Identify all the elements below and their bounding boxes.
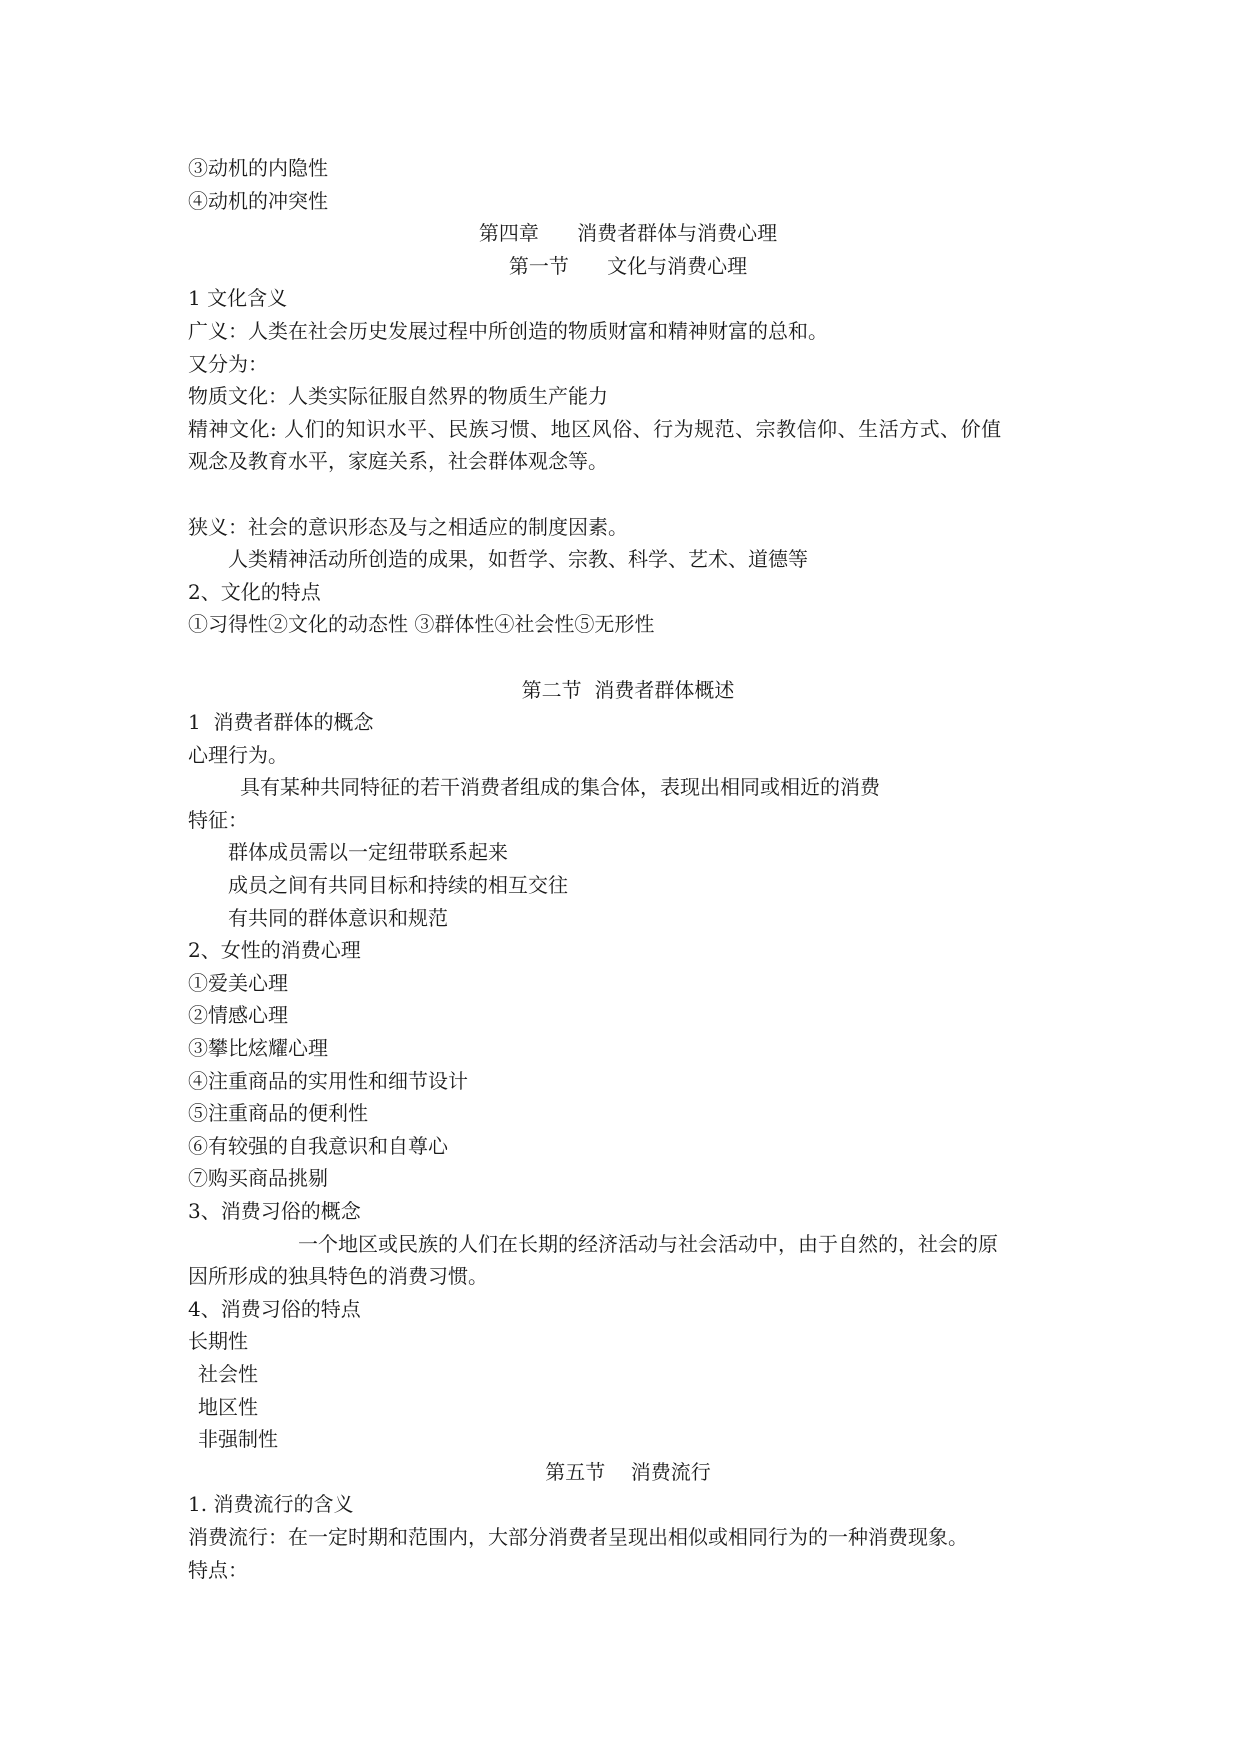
label: 特征： (188, 807, 248, 832)
blank-line (188, 478, 1068, 511)
paragraph: 具有某种共同特征的若干消费者组成的集合体，表现出相同或相近的消费 (240, 775, 880, 800)
paragraph: 精神文化: 人们的知识水平、民族习惯、地区风俗、行为规范、宗教信仰、生活方式、价值 (188, 416, 1002, 441)
paragraph: 广义：人类在社会历史发展过程中所创造的物质财富和精神财富的总和。 (188, 318, 828, 343)
list-item: ②情感心理 (188, 1003, 288, 1028)
paragraph: 心理行为。 (188, 742, 288, 767)
paragraph: 因所形成的独具特色的消费习惯。 (188, 1264, 488, 1289)
list-item: ⑤注重商品的便利性 (188, 1101, 368, 1126)
text-line: ③动机的内隐性 (188, 156, 328, 180)
subheading: 1. 消费流行的含义 (188, 1492, 354, 1517)
label: 特点： (188, 1557, 248, 1582)
chapter-title: 第四章 消费者群体与消费心理 (478, 221, 778, 246)
list-item: ①爱美心理 (188, 970, 288, 995)
list-item: 社会性 (198, 1361, 258, 1386)
list-item: 群体成员需以一定纽带联系起来 (228, 840, 508, 865)
paragraph: 狭义：社会的意识形态及与之相适应的制度因素。 (188, 514, 628, 539)
list-item: ⑥有较强的自我意识和自尊心 (188, 1133, 448, 1158)
subheading: 2、文化的特点 (188, 579, 321, 604)
subheading: 1 消费者群体的概念 (188, 710, 374, 735)
list-item: 长期性 (188, 1329, 248, 1354)
section-title: 第五节 消费流行 (545, 1459, 711, 1484)
list-item: 非强制性 (198, 1427, 278, 1452)
text-line: ④动机的冲突性 (188, 188, 328, 213)
paragraph: 消费流行：在一定时期和范围内，大部分消费者呈现出相似或相同行为的一种消费现象。 (188, 1524, 968, 1549)
list-item: 有共同的群体意识和规范 (228, 905, 448, 930)
section-title: 第二节 消费者群体概述 (521, 677, 735, 702)
blank-line (188, 641, 1068, 674)
paragraph: 观念及教育水平，家庭关系，社会群体观念等。 (188, 449, 608, 474)
document-page (188, 152, 1068, 1586)
subheading: 4、消费习俗的特点 (188, 1296, 361, 1321)
subheading: 1 文化含义 (188, 286, 288, 311)
paragraph: 一个地区或民族的人们在长期的经济活动与社会活动中，由于自然的，社会的原 (298, 1231, 998, 1256)
section-title: 第一节 文化与消费心理 (508, 253, 748, 278)
paragraph: 人类精神活动所创造的成果，如哲学、宗教、科学、艺术、道德等 (228, 547, 808, 572)
subheading: 3、消费习俗的概念 (188, 1199, 361, 1223)
paragraph: 又分为： (188, 351, 268, 376)
list-item: 成员之间有共同目标和持续的相互交往 (228, 873, 568, 898)
list-item: ④注重商品的实用性和细节设计 (188, 1068, 468, 1093)
list-item: ⑦购买商品挑剔 (188, 1166, 328, 1191)
list-item: ③攀比炫耀心理 (188, 1036, 328, 1061)
subheading: 2、女性的消费心理 (188, 938, 361, 963)
list-item: 地区性 (198, 1394, 258, 1419)
paragraph: ①习得性②文化的动态性 ③群体性④社会性⑤无形性 (188, 612, 655, 637)
paragraph: 物质文化：人类实际征服自然界的物质生产能力 (188, 384, 608, 409)
